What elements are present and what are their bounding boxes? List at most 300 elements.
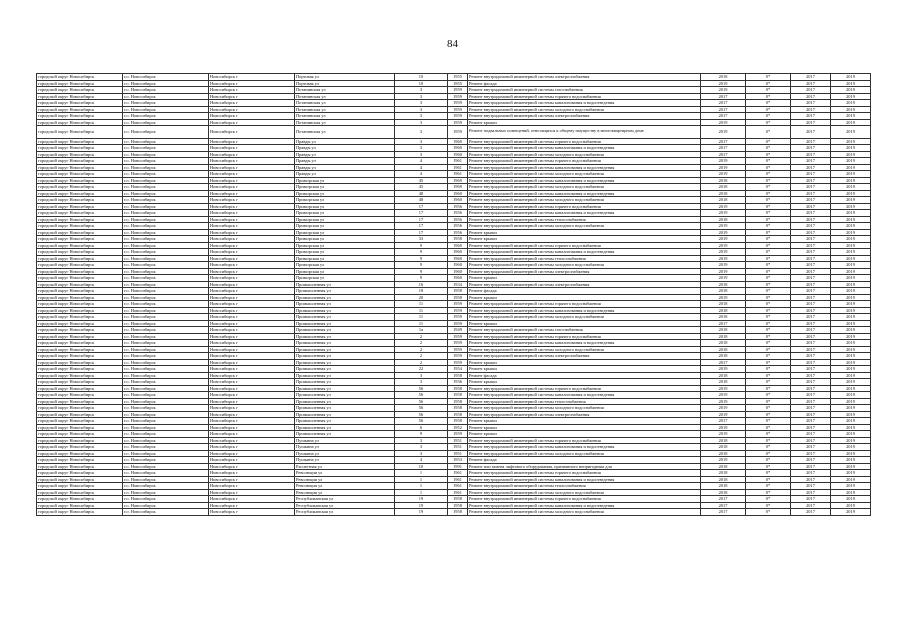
- house-cell: 22: [395, 366, 448, 373]
- plan-year-cell: 2018: [701, 314, 746, 321]
- period-start-cell: 2017: [791, 340, 831, 347]
- house-cell: 3: [395, 450, 448, 457]
- cost-cell: 0*: [746, 431, 791, 438]
- street-cell: Промышленная ул: [295, 288, 395, 295]
- district-cell: г.о. Новосибирск: [123, 502, 209, 509]
- year-built-cell: 1960: [448, 275, 468, 282]
- period-end-cell: 2019: [831, 320, 871, 327]
- cost-cell: 0*: [746, 437, 791, 444]
- period-end-cell: 2019: [831, 262, 871, 269]
- work-type-cell: Ремонт внутридомовой инженерной системы канализования и водоотведения: [468, 145, 701, 152]
- period-end-cell: 2019: [831, 229, 871, 236]
- cost-cell: 0*: [746, 294, 791, 301]
- year-built-cell: 1956: [448, 229, 468, 236]
- period-start-cell: 2017: [791, 275, 831, 282]
- settlement-cell: Новосибирск г: [209, 249, 295, 256]
- house-cell: 4: [395, 171, 448, 178]
- year-built-cell: 1960: [448, 268, 468, 275]
- municipality-cell: городской округ Новосибирск: [37, 229, 123, 236]
- district-cell: г.о. Новосибирск: [123, 437, 209, 444]
- municipality-cell: городской округ Новосибирск: [37, 489, 123, 496]
- district-cell: г.о. Новосибирск: [123, 177, 209, 184]
- cost-cell: 0*: [746, 470, 791, 477]
- street-cell: Потанинская ул: [295, 113, 395, 120]
- period-start-cell: 2017: [791, 216, 831, 223]
- settlement-cell: Новосибирск г: [209, 405, 295, 412]
- municipality-cell: городской округ Новосибирск: [37, 80, 123, 87]
- municipality-cell: городской округ Новосибирск: [37, 210, 123, 217]
- district-cell: г.о. Новосибирск: [123, 314, 209, 321]
- work-type-cell: Ремонт внутридомовой инженерной системы газоснабжения: [468, 327, 701, 334]
- cost-cell: 0*: [746, 119, 791, 126]
- cost-cell: 0*: [746, 268, 791, 275]
- settlement-cell: Новосибирск г: [209, 294, 295, 301]
- municipality-cell: городской округ Новосибирск: [37, 463, 123, 470]
- cost-cell: 0*: [746, 333, 791, 340]
- period-end-cell: 2019: [831, 223, 871, 230]
- cost-cell: 0*: [746, 353, 791, 360]
- settlement-cell: Новосибирск г: [209, 411, 295, 418]
- plan-year-cell: 2018: [701, 197, 746, 204]
- year-built-cell: 1959: [448, 106, 468, 113]
- municipality-cell: городской округ Новосибирск: [37, 93, 123, 100]
- page-number: 84: [447, 38, 458, 50]
- settlement-cell: Новосибирск г: [209, 262, 295, 269]
- cost-cell: 0*: [746, 126, 791, 139]
- settlement-cell: Новосибирск г: [209, 431, 295, 438]
- period-end-cell: 2019: [831, 126, 871, 139]
- house-cell: 3: [395, 379, 448, 386]
- period-start-cell: 2017: [791, 100, 831, 107]
- year-built-cell: 1958: [448, 372, 468, 379]
- street-cell: Революции ул: [295, 470, 395, 477]
- settlement-cell: Новосибирск г: [209, 476, 295, 483]
- district-cell: г.о. Новосибирск: [123, 379, 209, 386]
- street-cell: Промышленная ул: [295, 320, 395, 327]
- work-type-cell: Ремонт внутридомовой инженерной системы электроснабжения: [468, 281, 701, 288]
- year-built-cell: 1960: [448, 197, 468, 204]
- plan-year-cell: 2019: [701, 158, 746, 165]
- cost-cell: 0*: [746, 444, 791, 451]
- district-cell: г.о. Новосибирск: [123, 372, 209, 379]
- district-cell: г.о. Новосибирск: [123, 359, 209, 366]
- municipality-cell: городской округ Новосибирск: [37, 184, 123, 191]
- period-end-cell: 2019: [831, 379, 871, 386]
- period-end-cell: 2019: [831, 437, 871, 444]
- work-type-cell: Ремонт внутридомовой инженерной системы холодного водоснабжения: [468, 223, 701, 230]
- settlement-cell: Новосибирск г: [209, 288, 295, 295]
- district-cell: г.о. Новосибирск: [123, 463, 209, 470]
- period-start-cell: 2017: [791, 171, 831, 178]
- house-cell: 18: [395, 288, 448, 295]
- district-cell: г.о. Новосибирск: [123, 158, 209, 165]
- work-type-cell: Ремонт внутридомовой инженерной системы горячего водоснабжения: [468, 301, 701, 308]
- settlement-cell: Новосибирск г: [209, 418, 295, 425]
- settlement-cell: Новосибирск г: [209, 100, 295, 107]
- table-body: [37, 74, 871, 516]
- house-cell: 9: [395, 262, 448, 269]
- year-built-cell: 1958: [448, 236, 468, 243]
- cost-cell: 0*: [746, 398, 791, 405]
- district-cell: г.о. Новосибирск: [123, 197, 209, 204]
- period-end-cell: 2019: [831, 450, 871, 457]
- year-built-cell: 1952: [448, 424, 468, 431]
- period-end-cell: 2019: [831, 74, 871, 81]
- cost-cell: 0*: [746, 314, 791, 321]
- district-cell: г.о. Новосибирск: [123, 392, 209, 399]
- period-start-cell: 2017: [791, 359, 831, 366]
- period-start-cell: 2017: [791, 450, 831, 457]
- period-start-cell: 2017: [791, 476, 831, 483]
- settlement-cell: Новосибирск г: [209, 392, 295, 399]
- year-built-cell: 1991: [448, 463, 468, 470]
- municipality-cell: городской округ Новосибирск: [37, 242, 123, 249]
- period-start-cell: 2017: [791, 483, 831, 490]
- cost-cell: 0*: [746, 236, 791, 243]
- cost-cell: 0*: [746, 385, 791, 392]
- district-cell: г.о. Новосибирск: [123, 424, 209, 431]
- district-cell: г.о. Новосибирск: [123, 398, 209, 405]
- plan-year-cell: 2017: [701, 93, 746, 100]
- cost-cell: 0*: [746, 496, 791, 503]
- street-cell: Промышленная ул: [295, 385, 395, 392]
- work-type-cell: Ремонт внутридомовой инженерной системы горячего водоснабжения: [468, 333, 701, 340]
- work-type-cell: Ремонт внутридомовой инженерной системы горячего водоснабжения: [468, 242, 701, 249]
- district-cell: г.о. Новосибирск: [123, 418, 209, 425]
- plan-year-cell: 2018: [701, 476, 746, 483]
- work-type-cell: Ремонт крыши: [468, 431, 701, 438]
- period-end-cell: 2019: [831, 203, 871, 210]
- cost-cell: 0*: [746, 307, 791, 314]
- house-cell: 19: [395, 496, 448, 503]
- municipality-cell: городской округ Новосибирск: [37, 100, 123, 107]
- settlement-cell: Новосибирск г: [209, 509, 295, 516]
- house-cell: 56: [395, 385, 448, 392]
- year-built-cell: 1959: [448, 353, 468, 360]
- work-type-cell: Ремонт внутридомовой инженерной системы теплоснабжения: [468, 398, 701, 405]
- work-type-cell: Ремонт внутридомовой инженерной системы горячего водоснабжения: [468, 158, 701, 165]
- house-cell: 11: [395, 301, 448, 308]
- cost-cell: 0*: [746, 502, 791, 509]
- house-cell: 3: [395, 151, 448, 158]
- year-built-cell: 1934: [448, 281, 468, 288]
- period-start-cell: 2017: [791, 463, 831, 470]
- street-cell: Промышленная ул: [295, 392, 395, 399]
- cost-cell: 0*: [746, 418, 791, 425]
- period-start-cell: 2017: [791, 126, 831, 139]
- period-end-cell: 2019: [831, 340, 871, 347]
- municipality-cell: городской округ Новосибирск: [37, 359, 123, 366]
- municipality-cell: городской округ Новосибирск: [37, 268, 123, 275]
- period-end-cell: 2019: [831, 392, 871, 399]
- cost-cell: 0*: [746, 138, 791, 145]
- house-cell: 17: [395, 210, 448, 217]
- plan-year-cell: 2019: [701, 236, 746, 243]
- year-built-cell: 1953: [448, 457, 468, 464]
- cost-cell: 0*: [746, 327, 791, 334]
- plan-year-cell: 2018: [701, 483, 746, 490]
- plan-year-cell: 2019: [701, 126, 746, 139]
- plan-year-cell: 2018: [701, 372, 746, 379]
- period-start-cell: 2017: [791, 80, 831, 87]
- year-built-cell: 1958: [448, 496, 468, 503]
- plan-year-cell: 2019: [701, 294, 746, 301]
- work-type-cell: Ремонт внутридомовой инженерной системы электроснабжения: [468, 74, 701, 81]
- municipality-cell: городской округ Новосибирск: [37, 138, 123, 145]
- plan-year-cell: 2019: [701, 87, 746, 94]
- year-built-cell: 1969: [448, 177, 468, 184]
- work-type-cell: Ремонт внутридомовой инженерной системы канализования и водоотведения: [468, 444, 701, 451]
- period-start-cell: 2017: [791, 223, 831, 230]
- plan-year-cell: 2018: [701, 333, 746, 340]
- house-cell: 1: [395, 476, 448, 483]
- work-type-cell: Ремонт внутридомовой инженерной системы горячего водоснабжения: [468, 496, 701, 503]
- district-cell: г.о. Новосибирск: [123, 223, 209, 230]
- municipality-cell: городской округ Новосибирск: [37, 379, 123, 386]
- work-type-cell: Ремонт внутридомовой инженерной системы теплоснабжения: [468, 255, 701, 262]
- cost-cell: 0*: [746, 87, 791, 94]
- settlement-cell: Новосибирск г: [209, 255, 295, 262]
- cost-cell: 0*: [746, 249, 791, 256]
- cost-cell: 0*: [746, 145, 791, 152]
- cost-cell: 0*: [746, 210, 791, 217]
- house-cell: 6: [395, 424, 448, 431]
- period-start-cell: 2017: [791, 242, 831, 249]
- settlement-cell: Новосибирск г: [209, 450, 295, 457]
- street-cell: Приморская ул: [295, 268, 395, 275]
- year-built-cell: 1961: [448, 476, 468, 483]
- district-cell: г.о. Новосибирск: [123, 320, 209, 327]
- street-cell: Приморская ул: [295, 242, 395, 249]
- cost-cell: 0*: [746, 463, 791, 470]
- settlement-cell: Новосибирск г: [209, 463, 295, 470]
- period-end-cell: 2019: [831, 457, 871, 464]
- municipality-cell: городской округ Новосибирск: [37, 216, 123, 223]
- district-cell: г.о. Новосибирск: [123, 281, 209, 288]
- house-cell: 9: [395, 431, 448, 438]
- work-type-cell: Ремонт внутридомовой инженерной системы горячего водоснабжения: [468, 385, 701, 392]
- street-cell: Промышленная ул: [295, 405, 395, 412]
- period-start-cell: 2017: [791, 288, 831, 295]
- year-built-cell: 1955: [448, 80, 468, 87]
- period-start-cell: 2017: [791, 151, 831, 158]
- cost-cell: 0*: [746, 346, 791, 353]
- settlement-cell: Новосибирск г: [209, 314, 295, 321]
- street-cell: Приморская ул: [295, 249, 395, 256]
- plan-year-cell: 2019: [701, 431, 746, 438]
- plan-year-cell: 2017: [701, 138, 746, 145]
- district-cell: г.о. Новосибирск: [123, 93, 209, 100]
- year-built-cell: 1956: [448, 223, 468, 230]
- period-start-cell: 2017: [791, 210, 831, 217]
- district-cell: г.о. Новосибирск: [123, 489, 209, 496]
- period-start-cell: 2017: [791, 327, 831, 334]
- year-built-cell: 1960: [448, 190, 468, 197]
- work-type-cell: Ремонт внутридомовой инженерной системы холодного водоснабжения: [468, 106, 701, 113]
- year-built-cell: 1960: [448, 138, 468, 145]
- year-built-cell: 1959: [448, 333, 468, 340]
- plan-year-cell: 2019: [701, 164, 746, 171]
- street-cell: Пушкина ул: [295, 437, 395, 444]
- house-cell: 3: [395, 138, 448, 145]
- period-start-cell: 2017: [791, 255, 831, 262]
- settlement-cell: Новосибирск г: [209, 424, 295, 431]
- table-row: [37, 509, 871, 516]
- period-start-cell: 2017: [791, 87, 831, 94]
- plan-year-cell: 2019: [701, 223, 746, 230]
- period-start-cell: 2017: [791, 281, 831, 288]
- settlement-cell: Новосибирск г: [209, 164, 295, 171]
- period-end-cell: 2019: [831, 385, 871, 392]
- district-cell: г.о. Новосибирск: [123, 431, 209, 438]
- period-end-cell: 2019: [831, 100, 871, 107]
- work-type-cell: Ремонт внутридомовой инженерной системы горячего водоснабжения: [468, 437, 701, 444]
- settlement-cell: Новосибирск г: [209, 223, 295, 230]
- municipality-cell: городской округ Новосибирск: [37, 249, 123, 256]
- year-built-cell: 1960: [448, 249, 468, 256]
- work-type-cell: Ремонт крыши: [468, 229, 701, 236]
- district-cell: г.о. Новосибирск: [123, 294, 209, 301]
- street-cell: Промышленная ул: [295, 307, 395, 314]
- plan-year-cell: 2017: [701, 509, 746, 516]
- settlement-cell: Новосибирск г: [209, 138, 295, 145]
- house-cell: 4: [395, 457, 448, 464]
- district-cell: г.о. Новосибирск: [123, 496, 209, 503]
- street-cell: Революции ул: [295, 489, 395, 496]
- house-cell: 3: [395, 372, 448, 379]
- work-type-cell: Ремонт внутридомовой инженерной системы горячего водоснабжения: [468, 138, 701, 145]
- period-end-cell: 2019: [831, 249, 871, 256]
- cost-cell: 0*: [746, 275, 791, 282]
- period-end-cell: 2019: [831, 489, 871, 496]
- plan-year-cell: 2017: [701, 320, 746, 327]
- house-cell: 9: [395, 242, 448, 249]
- cost-cell: 0*: [746, 281, 791, 288]
- district-cell: г.о. Новосибирск: [123, 405, 209, 412]
- period-end-cell: 2019: [831, 333, 871, 340]
- district-cell: г.о. Новосибирск: [123, 385, 209, 392]
- period-start-cell: 2017: [791, 418, 831, 425]
- municipality-cell: городской округ Новосибирск: [37, 307, 123, 314]
- plan-year-cell: 2019: [701, 210, 746, 217]
- municipality-cell: городской округ Новосибирск: [37, 87, 123, 94]
- plan-year-cell: 2017: [701, 100, 746, 107]
- plan-year-cell: 2019: [701, 424, 746, 431]
- cost-cell: 0*: [746, 151, 791, 158]
- house-cell: 1: [395, 483, 448, 490]
- period-end-cell: 2019: [831, 359, 871, 366]
- street-cell: Приморская ул: [295, 190, 395, 197]
- cost-cell: 0*: [746, 158, 791, 165]
- street-cell: Потанинская ул: [295, 119, 395, 126]
- work-type-cell: Ремонт внутридомовой инженерной системы канализования и водоотведения: [468, 100, 701, 107]
- cost-cell: 0*: [746, 80, 791, 87]
- street-cell: Промышленная ул: [295, 366, 395, 373]
- plan-year-cell: 2017: [701, 502, 746, 509]
- house-cell: 16: [395, 281, 448, 288]
- settlement-cell: Новосибирск г: [209, 281, 295, 288]
- house-cell: 10: [395, 80, 448, 87]
- period-start-cell: 2017: [791, 236, 831, 243]
- municipality-cell: городской округ Новосибирск: [37, 392, 123, 399]
- cost-cell: 0*: [746, 379, 791, 386]
- cost-cell: 0*: [746, 424, 791, 431]
- work-type-cell: Ремонт крыши: [468, 366, 701, 373]
- plan-year-cell: 2018: [701, 450, 746, 457]
- period-start-cell: 2017: [791, 158, 831, 165]
- cost-cell: 0*: [746, 476, 791, 483]
- period-start-cell: 2017: [791, 164, 831, 171]
- municipality-cell: городской округ Новосибирск: [37, 437, 123, 444]
- municipality-cell: городской округ Новосибирск: [37, 424, 123, 431]
- year-built-cell: 1961: [448, 489, 468, 496]
- period-start-cell: 2017: [791, 203, 831, 210]
- district-cell: г.о. Новосибирск: [123, 483, 209, 490]
- year-built-cell: 1959: [448, 113, 468, 120]
- period-start-cell: 2017: [791, 405, 831, 412]
- street-cell: Промышленная ул: [295, 353, 395, 360]
- house-cell: 9: [395, 249, 448, 256]
- house-cell: 17: [395, 216, 448, 223]
- district-cell: г.о. Новосибирск: [123, 74, 209, 81]
- year-built-cell: 1969: [448, 184, 468, 191]
- municipality-cell: городской округ Новосибирск: [37, 190, 123, 197]
- year-built-cell: 1958: [448, 294, 468, 301]
- period-start-cell: 2017: [791, 262, 831, 269]
- street-cell: Революции ул: [295, 476, 395, 483]
- settlement-cell: Новосибирск г: [209, 229, 295, 236]
- plan-year-cell: 2018: [701, 489, 746, 496]
- house-cell: 9: [395, 255, 448, 262]
- plan-year-cell: 2017: [701, 106, 746, 113]
- municipality-cell: городской округ Новосибирск: [37, 255, 123, 262]
- settlement-cell: Новосибирск г: [209, 437, 295, 444]
- settlement-cell: Новосибирск г: [209, 236, 295, 243]
- period-end-cell: 2019: [831, 463, 871, 470]
- year-built-cell: 1961: [448, 470, 468, 477]
- year-built-cell: 1960: [448, 255, 468, 262]
- plan-year-cell: 2018: [701, 470, 746, 477]
- year-built-cell: 1958: [448, 392, 468, 399]
- district-cell: г.о. Новосибирск: [123, 190, 209, 197]
- municipality-cell: городской округ Новосибирск: [37, 177, 123, 184]
- plan-year-cell: 2019: [701, 411, 746, 418]
- house-cell: 3: [395, 87, 448, 94]
- street-cell: Промышленная ул: [295, 281, 395, 288]
- period-start-cell: 2017: [791, 437, 831, 444]
- house-cell: 2: [395, 353, 448, 360]
- cost-cell: 0*: [746, 184, 791, 191]
- year-built-cell: 1951: [448, 450, 468, 457]
- cost-cell: 0*: [746, 171, 791, 178]
- district-cell: г.о. Новосибирск: [123, 100, 209, 107]
- period-start-cell: 2017: [791, 229, 831, 236]
- municipality-cell: городской округ Новосибирск: [37, 431, 123, 438]
- cost-cell: 0*: [746, 229, 791, 236]
- year-built-cell: 1958: [448, 288, 468, 295]
- work-type-cell: Ремонт внутридомовой инженерной системы канализования и водоотведения: [468, 177, 701, 184]
- district-cell: г.о. Новосибирск: [123, 126, 209, 139]
- period-end-cell: 2019: [831, 366, 871, 373]
- house-cell: 3: [395, 444, 448, 451]
- settlement-cell: Новосибирск г: [209, 457, 295, 464]
- work-type-cell: Ремонт внутридомовой инженерной системы канализования и водоотведения: [468, 392, 701, 399]
- street-cell: Потанинская ул: [295, 100, 395, 107]
- house-cell: 2: [395, 340, 448, 347]
- work-type-cell: Ремонт крыши: [468, 320, 701, 327]
- settlement-cell: Новосибирск г: [209, 126, 295, 139]
- period-start-cell: 2017: [791, 496, 831, 503]
